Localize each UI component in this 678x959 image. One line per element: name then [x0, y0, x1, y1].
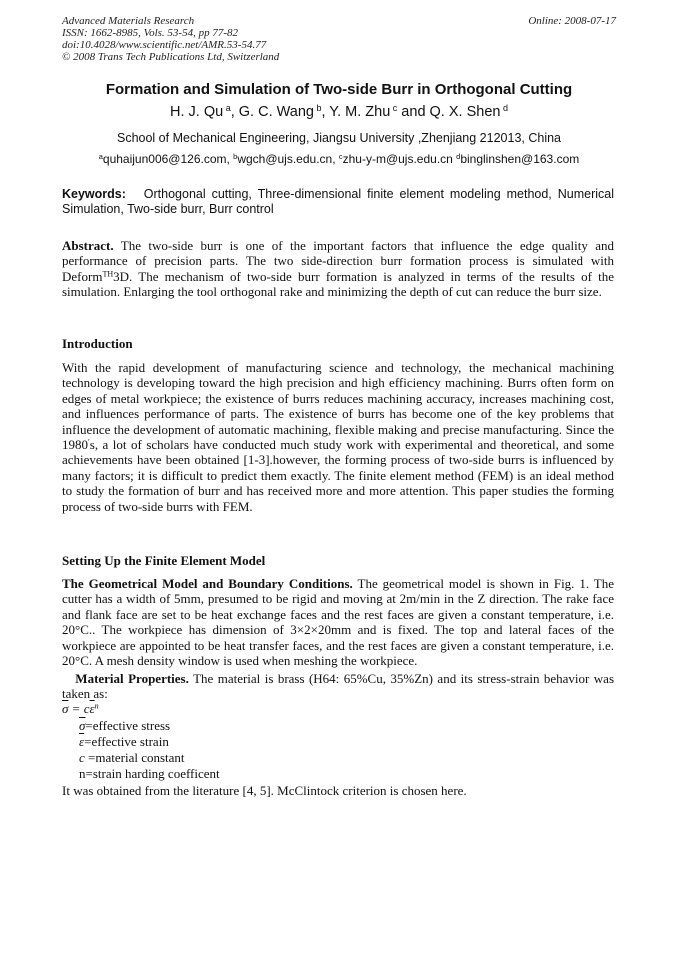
material-paragraph [62, 671, 614, 702]
author-affil-mark: c [392, 103, 398, 114]
def-symbol: n [79, 766, 86, 781]
abstract [62, 238, 614, 300]
keywords-label: Keywords: [62, 187, 126, 201]
def-text: =effective stress [85, 718, 171, 733]
email-address: wgch@ujs.edu.cn, [237, 152, 339, 166]
abstract-text-2: 3D. The mechanism of two-side burr formation is analyzed in terms of the results of the simulation. Enlarging the tool orthogonal rake and minimizing the depth of cut can reduce the burr size. [62, 268, 614, 300]
geometry-label: The Geometrical Model and Boundary Conditions. [62, 576, 353, 591]
stress-strain-equation [62, 701, 99, 717]
def-text: =material constant [84, 750, 185, 765]
author-separator: , [230, 104, 239, 120]
author-name: H. J. Qu [170, 104, 224, 120]
closing-sentence: It was obtained from the literature [4, 5]. McClintock criterion is chosen here. [62, 783, 467, 798]
email-address: quhaijun006@126.com, [102, 152, 234, 166]
paper-title: Formation and Simulation of Two-side Burr in Orthogonal Cutting [105, 81, 573, 98]
geometry-text: The geometrical model is shown in Fig. 1. The cutter has a width of 5mm, presumed to be rigid and moving at 2m/min in the Z direction. The rake face and flank face are set to be heat exchange faces and the rest faces are given a constant temperature, i.e. 20°C.. The workpiece has dimension of 3×2×20mm and is fixed. The top and lateral faces of the workpiece are appointed to be heat transfer faces, and the rest faces are given a constant temperature, i.e. 20°C. A mesh density window is used when meshing the workpiece. [62, 576, 615, 669]
geometry-paragraph [62, 576, 614, 668]
author-affil-mark: d [502, 103, 508, 114]
intro-prime: ′ [88, 437, 90, 447]
def-symbol: c [79, 750, 85, 765]
issn-line: ISSN: 1662-8985, Vols. 53-54, pp 77-82 [62, 27, 238, 39]
def-text: =strain harding coefficent [85, 766, 220, 781]
eq-epsilon: $\overline{\varepsilon}$ [89, 701, 95, 716]
keywords-text: Orthogonal cutting, Three-dimensional finite element modeling method, Numerical Simulation, Two-side burr, Burr control [62, 187, 614, 216]
journal-header [62, 15, 279, 63]
email-address: zhu-y-m@ujs.edu.cn [342, 152, 457, 166]
intro-text-1: With the rapid development of manufacturing science and technology, the mechanical machining technology is developing toward the high precision and high efficiency machining. Burrs often form on edges of metal workpiece; the existence of burrs reduces machining accuracy, increases machining cost, and influences performance of parts. The existence of burrs has become one of the key problems that influence the development of automatic machining, flexible making and precise manufacturing. Since the 1980 [62, 360, 614, 453]
introduction-heading: Introduction [62, 336, 133, 351]
author-separator: , [321, 104, 330, 120]
email-mark: d [456, 151, 461, 161]
email-mark: a [98, 151, 103, 161]
def-text: =effective strain [84, 734, 169, 749]
setup-heading: Setting Up the Finite Element Model [62, 553, 266, 568]
email-list [0, 152, 678, 166]
material-text: The material is brass (H64: 65%Cu, 35%Zn) and its stress-strain behavior was taken as: [62, 671, 615, 702]
author-name: Y. M. Zhu [329, 104, 391, 120]
definition-row [79, 766, 220, 782]
eq-equals: = c [68, 701, 90, 716]
copyright-line: © 2008 Trans Tech Publications Ltd, Switzerland [62, 51, 280, 63]
abstract-text-1: The two-side burr is one of the important factors that influence the edge quality and performance of precision parts. The two side-direction burr formation process is simulated with Deform [62, 238, 614, 284]
author-affil-mark: b [316, 103, 322, 114]
definition-row [79, 750, 185, 766]
author-list [0, 104, 678, 120]
author-name: Q. X. Shen [429, 104, 501, 120]
eq-sigma: $\overline{\sigma}$ [62, 701, 69, 716]
journal-name: Advanced Materials Research [62, 15, 195, 27]
definition-row [79, 734, 169, 750]
abstract-sup: TH [102, 269, 114, 279]
email-mark: b [233, 151, 238, 161]
affiliation: School of Mechanical Engineering, Jiangsu University ,Zhenjiang 212013, China [116, 131, 562, 145]
author-separator: and [397, 104, 430, 120]
def-symbol: $\overline{\sigma}$ [79, 718, 86, 733]
online-date: Online: 2008-07-17 [528, 15, 616, 27]
intro-text-2: s, a lot of scholars have conducted much study work with experimental and theoretical, and some achievements have been obtained [1-3].however, the forming process of two-side burrs is influenced by many factors; it is difficult to predict them exactly. The finite element method (FEM) is an ideal method to study the formation of burr and has received more and more attention. This paper studies the forming process of two-side burrs with FEM. [62, 437, 614, 514]
introduction-text [62, 360, 614, 514]
eq-exponent: n [94, 701, 99, 711]
abstract-label: Abstract. [62, 238, 114, 253]
material-label: Material Properties. [75, 671, 189, 686]
definition-row [79, 718, 170, 734]
keywords [62, 187, 614, 217]
email-address: binglinshen@163.com [460, 152, 580, 166]
def-symbol: $\overline{\varepsilon}$ [79, 734, 85, 749]
author-name: G. C. Wang [238, 104, 314, 120]
email-mark: c [338, 151, 343, 161]
doi-line: doi:10.4028/www.scientific.net/AMR.53-54.77 [62, 39, 267, 51]
author-affil-mark: a [225, 103, 231, 114]
